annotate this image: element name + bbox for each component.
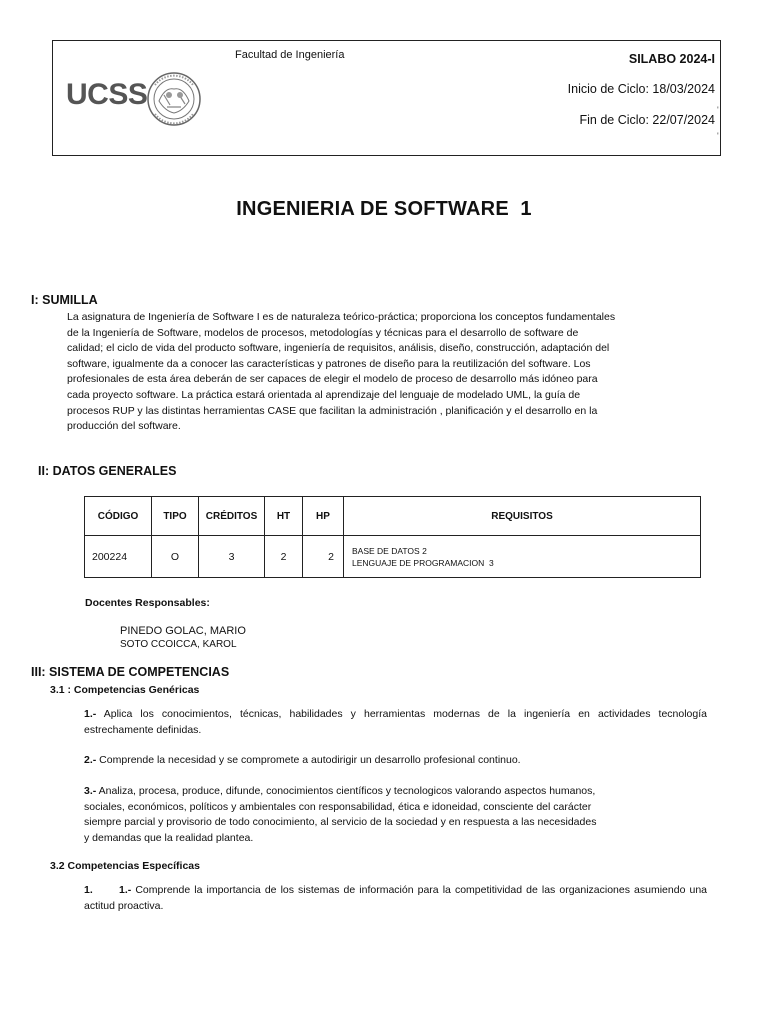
sumilla-line: La asignatura de Ingeniería de Software I es de naturaleza teórico-práctica; proporciona los conceptos fundamentales (67, 311, 616, 323)
section-competencias-heading: III: SISTEMA DE COMPETENCIAS (31, 665, 230, 679)
col-header-requisitos: REQUISITOS (344, 497, 701, 536)
item-number: 1.- (84, 708, 97, 720)
competencia-generica-item (84, 707, 707, 738)
sumilla-line: profesionales de esta área deberán de ser capaces de elegir el modelo de proceso de desarrollo más idóneo para (67, 373, 598, 386)
cycle-start: Inicio de Ciclo: 18/03/2024 (567, 82, 715, 96)
item-text: Aplica los conocimientos, técnicas, habilidades y herramientas modernas de la ingeniería en actividades tecnología estrechamente definidas. (84, 708, 707, 736)
cycle-end: Fin de Ciclo: 22/07/2024 (579, 113, 715, 127)
requisito-item: LENGUAJE DE PROGRAMACION 3 (352, 557, 494, 568)
col-header-codigo: CÓDIGO (85, 497, 152, 536)
faculty-name: Facultad de Ingeniería (235, 49, 345, 61)
course-title: INGENIERIA DE SOFTWARE 1 (236, 198, 532, 220)
item-number: 1.- (119, 884, 132, 896)
sumilla-line: software, igualmente da a conocer las características y patrones de diseño para la reutilización del software. Los (67, 357, 591, 370)
sumilla-line: calidad; el ciclo de vida del producto software, ingeniería de requisitos, análisis, diseño, construcción, adaptación del (67, 342, 610, 355)
cell-codigo: 200224 (85, 536, 152, 578)
list-number: 1. (84, 884, 93, 896)
margin-mark: ' (717, 131, 719, 141)
sumilla-line: de la Ingeniería de Software, modelos de procesos, metodologías y técnicas para el desarrollo de software de (67, 326, 579, 339)
docente-name: PINEDO GOLAC, MARIO (120, 625, 246, 637)
col-header-hp: HP (303, 497, 344, 536)
requisito-item: BASE DE DATOS 2 (352, 545, 427, 556)
item-text: siempre parcial y provisorio de todo conocimiento, al servicio de la sociedad y en respuesta a las necesidades (84, 816, 597, 829)
competencias-especificas-heading: 3.2 Competencias Específicas (50, 860, 200, 872)
competencia-generica-item (84, 753, 707, 769)
cell-tipo: O (152, 536, 199, 578)
item-number: 3.- (84, 785, 97, 797)
docente-name: SOTO CCOICCA, KAROL (120, 639, 237, 650)
section-datos-heading: II: DATOS GENERALES (38, 464, 177, 478)
cell-creditos: 3 (199, 536, 265, 578)
item-text: sociales, económicos, políticos y ambientales con responsabilidad, ética e idoneidad, consciente del carácter (84, 800, 592, 813)
sumilla-line: procesos RUP y las distintas herramientas CASE que facilitan la administración , planificación y el desarrollo en la (67, 404, 598, 417)
sumilla-text (67, 310, 667, 435)
col-header-creditos: CRÉDITOS (199, 497, 265, 536)
university-seal-icon (145, 71, 203, 127)
cell-requisitos (344, 536, 701, 578)
cell-hp: 2 (303, 536, 344, 578)
competencias-genericas-heading: 3.1 : Competencias Genéricas (50, 684, 200, 696)
sumilla-line: cada proyecto software. La práctica estará orientada al aprendizaje del lenguaje de modelado UML, la guía de (67, 388, 581, 401)
datos-generales-table (84, 496, 701, 578)
margin-mark: ' (717, 105, 719, 115)
competencia-especifica-item (84, 883, 707, 914)
table-header-row (85, 497, 701, 536)
item-number: 2.- (84, 754, 97, 766)
docentes-label: Docentes Responsables: (85, 597, 210, 609)
cell-ht: 2 (265, 536, 303, 578)
item-text: Analiza, procesa, produce, difunde, conocimientos científicos y tecnologicos valorando aspectos humanos, (96, 785, 596, 797)
col-header-tipo: TIPO (152, 497, 199, 536)
section-sumilla-heading: I: SUMILLA (31, 293, 98, 307)
item-text: Comprende la importancia de los sistemas de información para la competitividad de las organizaciones asumiendo una actitud proactiva. (84, 884, 707, 912)
table-row (85, 536, 701, 578)
competencia-generica-item (84, 784, 707, 846)
col-header-ht: HT (265, 497, 303, 536)
silabo-label: SILABO 2024-I (628, 52, 715, 66)
ucss-logo: UCSS (66, 78, 148, 111)
sumilla-line: producción del software. (67, 420, 181, 433)
item-text: Comprende la necesidad y se compromete a autodirigir un desarrollo profesional continuo. (96, 754, 521, 766)
item-text: y demandas que la realidad plantea. (84, 831, 254, 844)
